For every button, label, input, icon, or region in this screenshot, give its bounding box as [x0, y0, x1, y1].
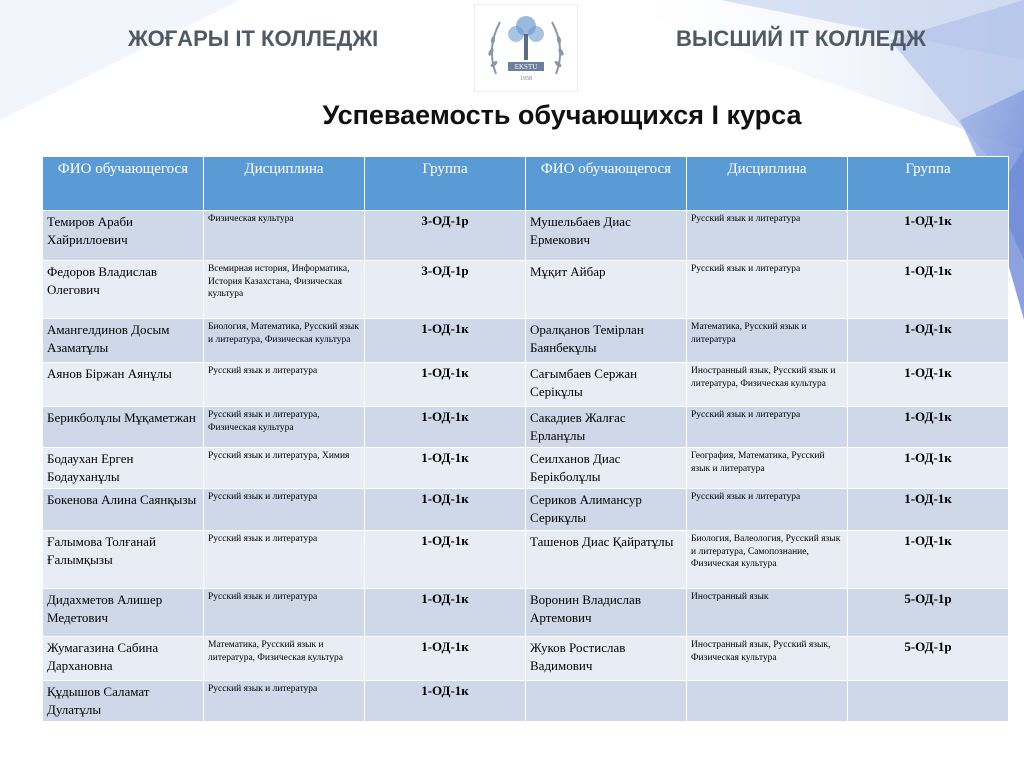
discipline-cell: Математика, Русский язык и литература [687, 319, 848, 363]
group-cell: 1-ОД-1к [365, 489, 526, 531]
table-row [43, 589, 1009, 637]
discipline-cell: Русский язык и литература, Химия [204, 448, 365, 489]
student-name: Амангелдинов Досым Азаматұлы [43, 319, 204, 363]
group-cell: 5-ОД-1р [848, 637, 1009, 681]
table-row [43, 448, 1009, 489]
discipline-cell: Всемирная история, Информатика, История Казахстана, Физическая культура [204, 261, 365, 319]
column-header: Дисциплина [687, 157, 848, 211]
table-header-row [43, 157, 1009, 211]
student-name: Темиров Араби Хайриллоевич [43, 211, 204, 261]
group-cell: 1-ОД-1к [365, 319, 526, 363]
student-name: Сакадиев Жалғас Ерланұлы [526, 407, 687, 448]
header-left-title: ЖОҒАРЫ IT КОЛЛЕДЖІ [128, 26, 379, 51]
student-name: Сағымбаев Сержан Серікұлы [526, 363, 687, 407]
student-performance-table [42, 156, 1009, 722]
table-row [43, 211, 1009, 261]
column-header: Группа [365, 157, 526, 211]
discipline-cell: Русский язык и литература [204, 589, 365, 637]
discipline-cell [687, 681, 848, 722]
group-cell: 3-ОД-1р [365, 261, 526, 319]
table-row [43, 489, 1009, 531]
student-name: Жумагазина Сабина Дархановна [43, 637, 204, 681]
column-header: Дисциплина [204, 157, 365, 211]
discipline-cell: Физическая культура [204, 211, 365, 261]
table-row [43, 261, 1009, 319]
discipline-cell: Русский язык и литература [204, 363, 365, 407]
table-row [43, 407, 1009, 448]
student-name: Бокенова Алина Саянқызы [43, 489, 204, 531]
discipline-cell: Биология, Валеология, Русский язык и литература, Самопознание, Физическая культура [687, 531, 848, 589]
group-cell: 1-ОД-1к [848, 407, 1009, 448]
group-cell: 1-ОД-1к [848, 319, 1009, 363]
student-name: Мұқит Айбар [526, 261, 687, 319]
discipline-cell: Русский язык и литература [204, 531, 365, 589]
discipline-cell: Русский язык и литература [687, 407, 848, 448]
group-cell: 1-ОД-1к [848, 211, 1009, 261]
discipline-cell: География, Математика, Русский язык и литература [687, 448, 848, 489]
column-header: ФИО обучающегося [43, 157, 204, 211]
discipline-cell: Математика, Русский язык и литература, Физическая культура [204, 637, 365, 681]
discipline-cell: Русский язык и литература [687, 261, 848, 319]
table-row [43, 531, 1009, 589]
discipline-cell: Биология, Математика, Русский язык и литература, Физическая культура [204, 319, 365, 363]
student-name: Мушельбаев Диас Ермекович [526, 211, 687, 261]
group-cell: 1-ОД-1к [848, 489, 1009, 531]
group-cell: 5-ОД-1р [848, 589, 1009, 637]
svg-text:EKSTU: EKSTU [514, 63, 538, 71]
group-cell: 1-ОД-1к [848, 448, 1009, 489]
table-row [43, 681, 1009, 722]
group-cell: 1-ОД-1к [848, 363, 1009, 407]
table-row [43, 637, 1009, 681]
student-name: Оралқанов Темірлан Баянбекұлы [526, 319, 687, 363]
student-name: Бодаухан Ерген Бодауханұлы [43, 448, 204, 489]
discipline-cell: Русский язык и литература [204, 489, 365, 531]
student-name: Ташенов Диас Қайратұлы [526, 531, 687, 589]
group-cell: 1-ОД-1к [365, 637, 526, 681]
group-cell: 1-ОД-1к [365, 589, 526, 637]
group-cell: 1-ОД-1к [365, 407, 526, 448]
table-row [43, 319, 1009, 363]
group-cell: 3-ОД-1р [365, 211, 526, 261]
student-name: Сеилханов Диас Берікболұлы [526, 448, 687, 489]
college-logo [474, 4, 578, 92]
student-name: Воронин Владислав Артемович [526, 589, 687, 637]
discipline-cell: Иностранный язык, Русский язык и литература, Физическая культура [687, 363, 848, 407]
svg-text:1958: 1958 [520, 76, 532, 82]
group-cell [848, 681, 1009, 722]
student-name: Жуков Ростислав Вадимович [526, 637, 687, 681]
group-cell: 1-ОД-1к [848, 531, 1009, 589]
table-row [43, 363, 1009, 407]
discipline-cell: Русский язык и литература, Физическая культура [204, 407, 365, 448]
column-header: Группа [848, 157, 1009, 211]
student-name: Аянов Біржан Аянұлы [43, 363, 204, 407]
student-name: Ғалымова Толғанай Ғалымқызы [43, 531, 204, 589]
discipline-cell: Иностранный язык [687, 589, 848, 637]
student-name [526, 681, 687, 722]
page-title: Успеваемость обучающихся I курса [322, 100, 802, 130]
discipline-cell: Русский язык и литература [687, 489, 848, 531]
group-cell: 1-ОД-1к [365, 531, 526, 589]
group-cell: 1-ОД-1к [365, 681, 526, 722]
group-cell: 1-ОД-1к [365, 363, 526, 407]
discipline-cell: Иностранный язык, Русский язык, Физическая культура [687, 637, 848, 681]
group-cell: 1-ОД-1к [365, 448, 526, 489]
group-cell: 1-ОД-1к [848, 261, 1009, 319]
header-right-title: ВЫСШИЙ IT КОЛЛЕДЖ [676, 26, 926, 51]
student-name: Федоров Владислав Олегович [43, 261, 204, 319]
student-name: Құдышов Саламат Дулатұлы [43, 681, 204, 722]
discipline-cell: Русский язык и литература [204, 681, 365, 722]
student-name: Берикболұлы Мұқаметжан [43, 407, 204, 448]
student-name: Сериков Алимансур Серикұлы [526, 489, 687, 531]
student-name: Дидахметов Алишер Медетович [43, 589, 204, 637]
column-header: ФИО обучающегося [526, 157, 687, 211]
discipline-cell: Русский язык и литература [687, 211, 848, 261]
